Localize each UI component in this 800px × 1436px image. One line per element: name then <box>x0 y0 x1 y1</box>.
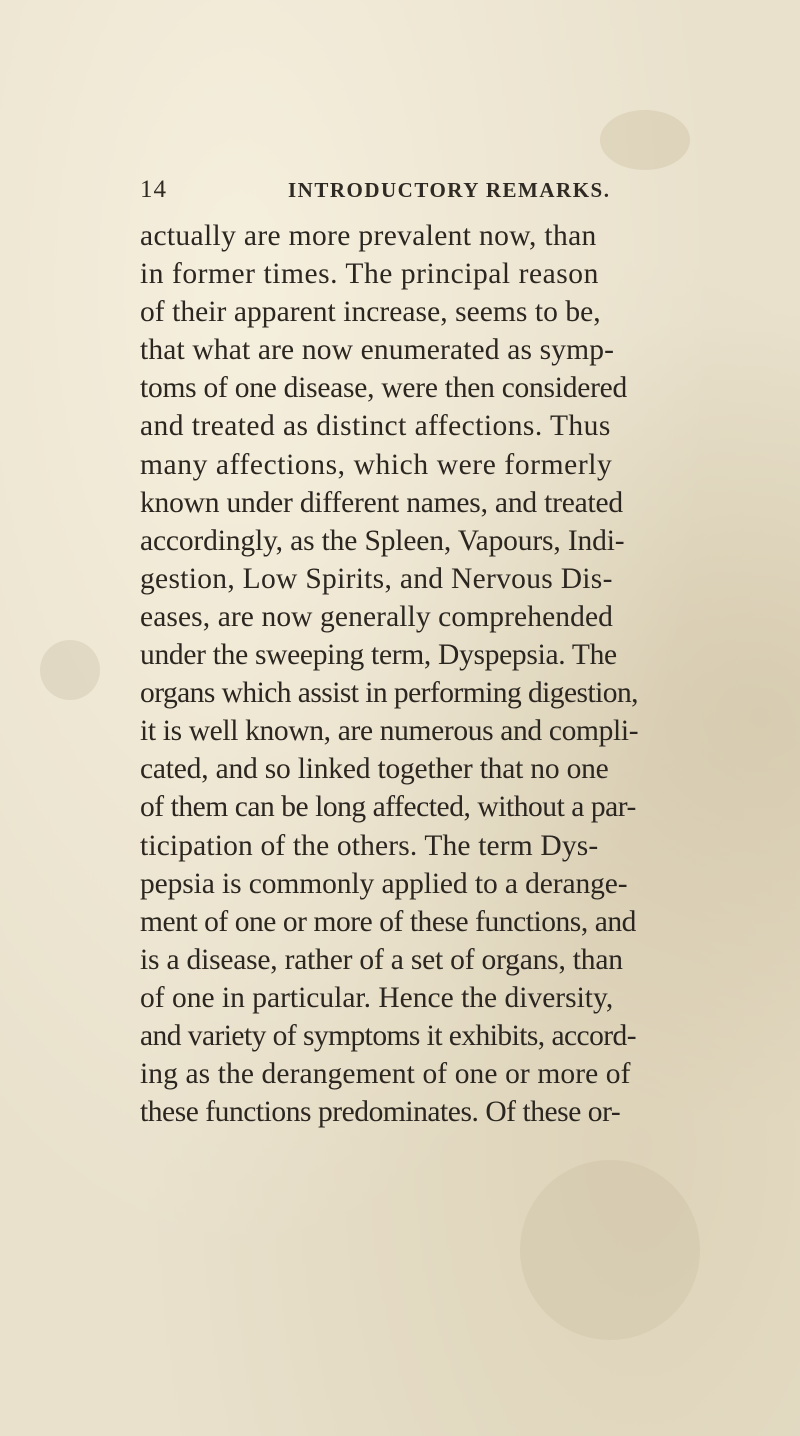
text-line: toms of one disease, were then considered <box>140 372 627 405</box>
text-line: in former times. The principal reason <box>140 258 599 291</box>
body-paragraph <box>140 217 800 1131</box>
text-line: eases, are now generally comprehended <box>140 600 614 633</box>
text-line: known under different names, and treated <box>140 486 623 519</box>
text-line: of them can be long affected, without a par- <box>140 791 636 824</box>
paper-stain <box>600 110 690 170</box>
text-line: under the sweeping term, Dyspepsia. The <box>140 639 617 672</box>
text-line: it is well known, are numerous and compli- <box>140 715 639 748</box>
text-line: that what are now enumerated as symp- <box>140 334 615 367</box>
text-line: and treated as distinct affections. Thus <box>140 410 611 443</box>
paper-stain <box>40 640 100 700</box>
page-number: 14 <box>140 176 167 203</box>
text-line: actually are more prevalent now, than <box>140 220 597 252</box>
text-line: ment of one or more of these functions, and <box>140 905 636 938</box>
text-line: of one in particular. Hence the diversity, <box>140 981 614 1014</box>
running-head: INTRODUCTORY REMARKS. <box>288 178 611 202</box>
text-line: these functions predominates. Of these or- <box>140 1096 621 1129</box>
text-line: is a disease, rather of a set of organs, than <box>140 943 623 976</box>
text-line: of their apparent increase, seems to be, <box>140 296 601 329</box>
page-header <box>140 176 700 208</box>
paper-stain <box>520 1160 700 1340</box>
text-line: ticipation of the others. The term Dys- <box>140 829 599 862</box>
text-line: many affections, which were formerly <box>140 448 613 481</box>
text-line: and variety of symptoms it exhibits, accord- <box>140 1019 637 1052</box>
text-line: cated, and so linked together that no one <box>140 753 609 786</box>
text-line: accordingly, as the Spleen, Vapours, Indi- <box>140 524 625 557</box>
text-line: ing as the derangement of one or more of <box>140 1058 631 1091</box>
text-line: gestion, Low Spirits, and Nervous Dis- <box>140 562 613 595</box>
text-line: pepsia is commonly applied to a derange- <box>140 867 628 900</box>
text-line: organs which assist in performing digestion, <box>140 677 638 710</box>
